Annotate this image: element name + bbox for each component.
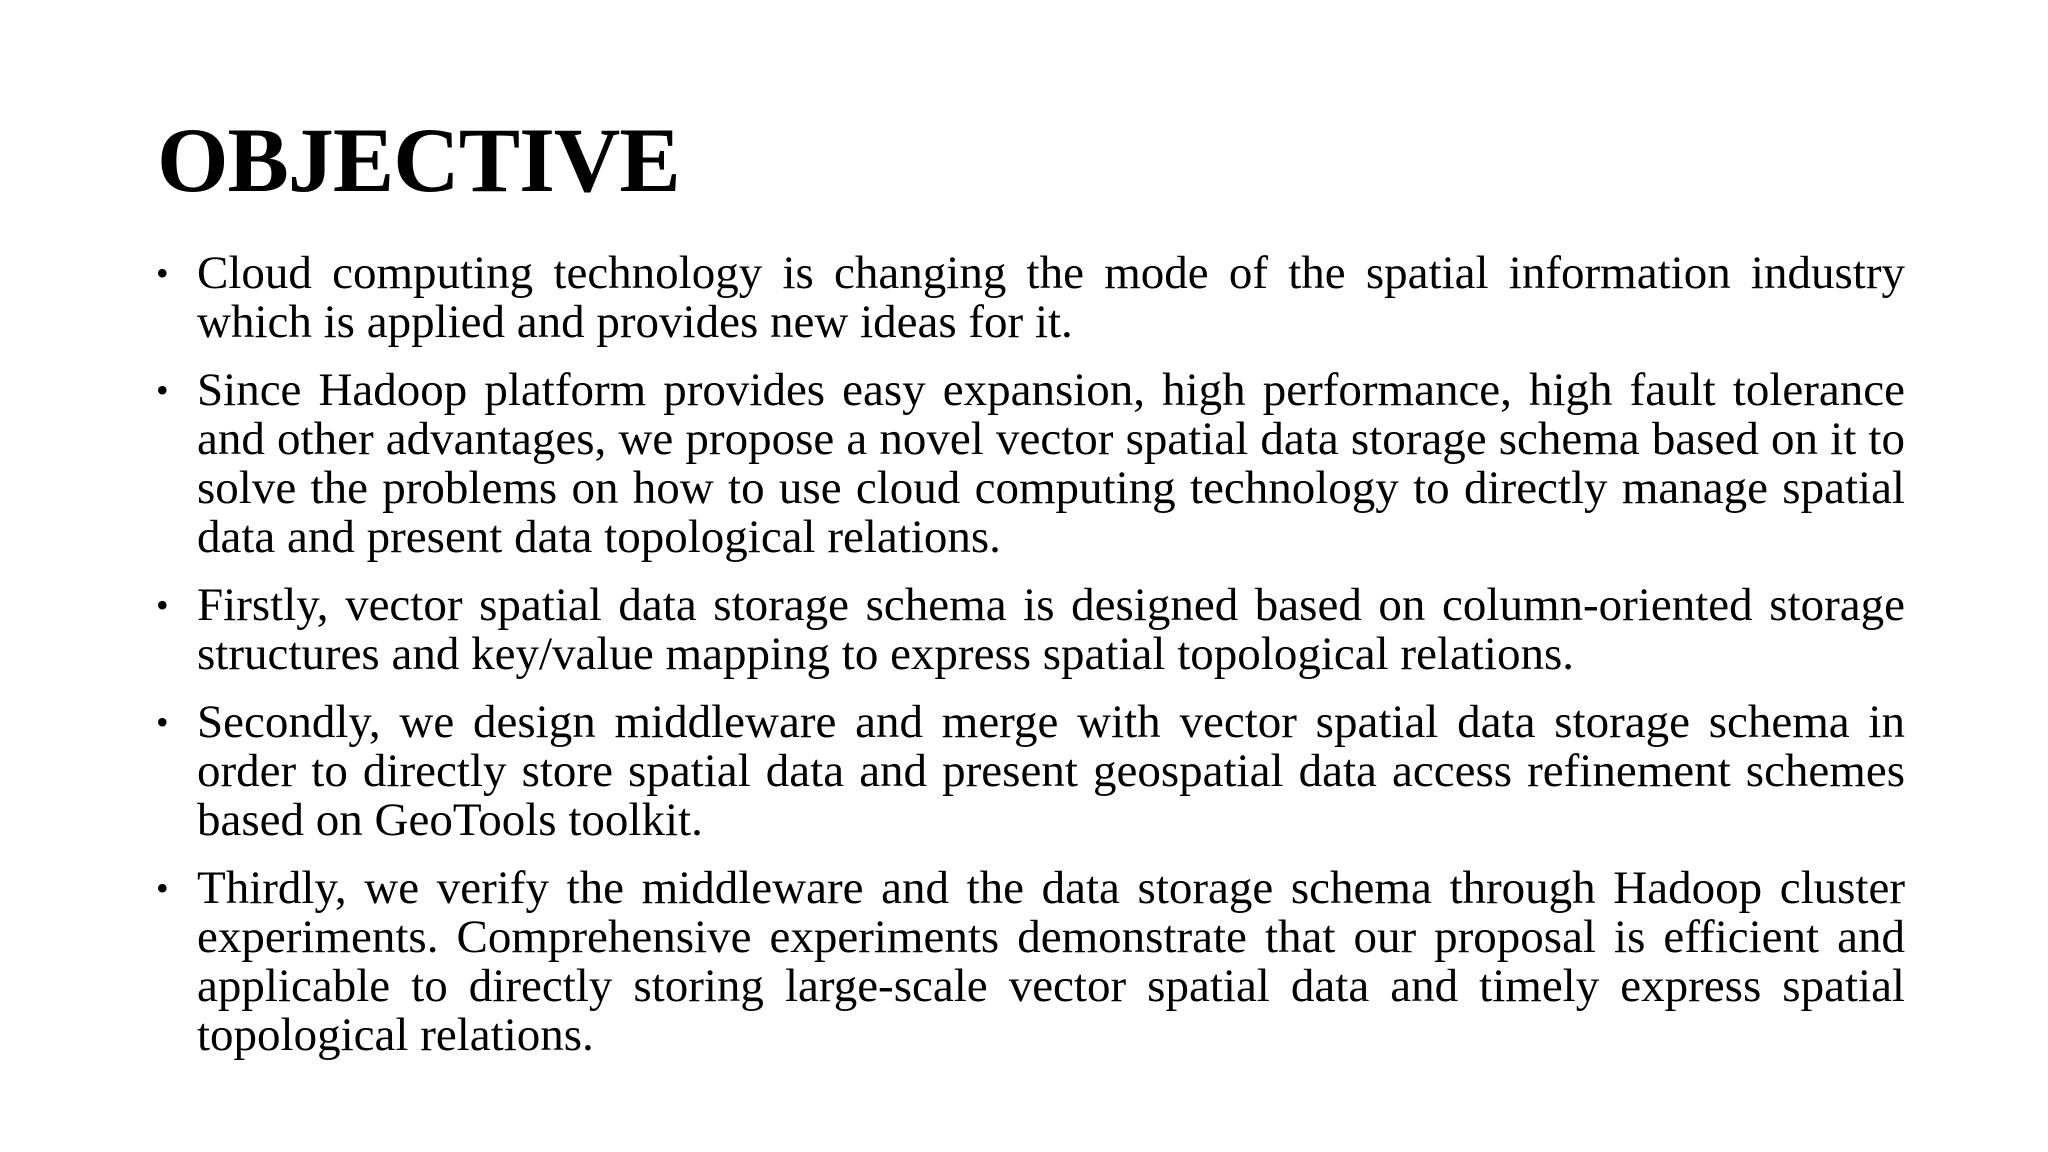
bullet-list [148,249,1905,1079]
bullet-icon: • [156,585,169,625]
slide-title: OBJECTIVE [157,109,680,211]
bullet-text: Cloud computing technology is changing the mode of the spatial information industry which is applied and provides new ideas for it. [197,247,1905,348]
bullet-text: Thirdly, we verify the middleware and the data storage schema through Hadoop cluster experiments. Comprehensive experiments demonstrate that our proposal is efficient and applicable to directly storing large-scale vector spatial data and timely express spatial topological relations. [197,862,1905,1061]
bullet-item [148,581,1905,679]
bullet-icon: • [156,253,169,293]
bullet-item [148,366,1905,562]
bullet-icon: • [156,370,169,410]
bullet-icon: • [156,702,169,742]
bullet-text: Secondly, we design middleware and merge with vector spatial data storage schema in order to directly store spatial data and present geospatial data access refinement schemes based on GeoTools toolkit. [197,696,1905,846]
bullet-text: Since Hadoop platform provides easy expansion, high performance, high fault tolerance and other advantages, we propose a novel vector spatial data storage schema based on it to solve the problems on how to use cloud computing technology to directly manage spatial data and present data topological relations. [197,364,1905,563]
bullet-icon: • [156,868,169,908]
bullet-item [148,864,1905,1060]
bullet-text: Firstly, vector spatial data storage schema is designed based on column-oriented storage structures and key/value mapping to express spatial topological relations. [197,579,1905,680]
bullet-item [148,249,1905,347]
bullet-item [148,698,1905,845]
